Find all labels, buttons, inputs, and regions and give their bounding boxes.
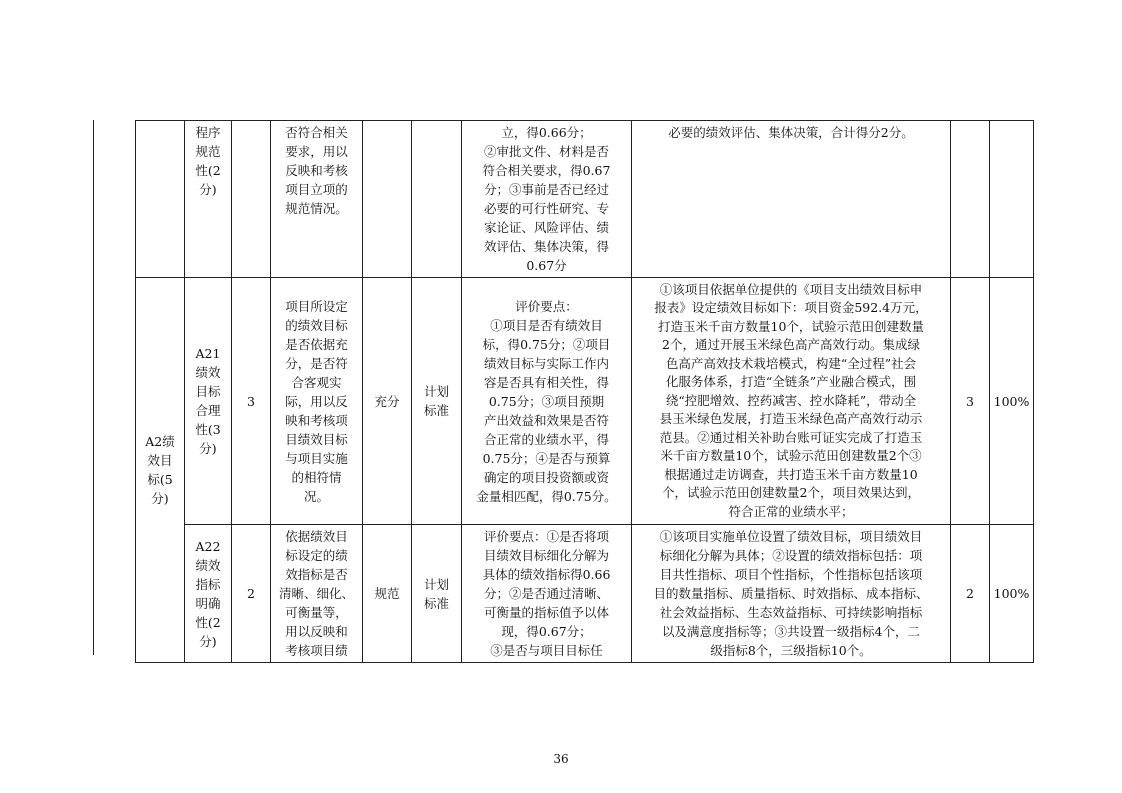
criteria-cell: 规范 (363, 525, 412, 663)
score-cell: 3 (951, 278, 990, 525)
basis-cell (412, 121, 462, 278)
indicator-cell: A21 绩效 目标 合理 性(3 分) (185, 278, 232, 525)
page-number: 36 (553, 752, 569, 766)
weight-cell (232, 121, 271, 278)
score-cell (951, 121, 990, 278)
table-row (136, 525, 1034, 663)
weight-cell: 3 (232, 278, 271, 525)
criteria-cell (363, 121, 412, 278)
content-cell: 项目所设定 的绩效目标 是否依据充 分，是否符 合客观实 际，用以反 映和考核项 目绩效目标 与项目实施 的相符情 况。 (271, 278, 363, 525)
table-row (136, 121, 1034, 278)
evaluation-cell: 必要的绩效评估、集体决策，合计得分2分。 (632, 121, 951, 278)
basis-cell: 计划 标准 (412, 525, 462, 663)
indicator-cell: A22 绩效 指标 明确 性(2 分) (185, 525, 232, 663)
points-cell: 立，得0.66分； ②审批文件、材料是否 符合相关要求，得0.67 分；③事前是否已经过 必要的可行性研究、专 家论证、风险评估、绩 效评估、集体决策，得 0.67分 (462, 121, 632, 278)
content-cell: 依据绩效目 标设定的绩 效指标是否 清晰、细化、 可衡量等， 用以反映和 考核项目绩 (271, 525, 363, 663)
rate-cell: 100% (990, 278, 1034, 525)
weight-cell: 2 (232, 525, 271, 663)
indicator-cell: 程序 规范 性(2 分) (185, 121, 232, 278)
rate-cell (990, 121, 1034, 278)
content-cell: 否符合相关 要求，用以 反映和考核 项目立项的 规范情况。 (271, 121, 363, 278)
basis-cell: 计划 标准 (412, 278, 462, 525)
evaluation-cell: ①该项目实施单位设置了绩效目标，项目绩效目 标细化分解为具体；②设置的绩效指标包括：项 目共性指标、项目个性指标，个性指标包括该项 目的数量指标、质量指标、时效指标、成本指标、 社会效益指标、生态效益指标、可持续影响指标 以及满意度指标等；③共设置一级指标4个，二 级指标8个，三级指标10个。 (632, 525, 951, 663)
rate-cell: 100% (990, 525, 1034, 663)
table-row (136, 278, 1034, 525)
points-cell: 评价要点：①是否将项 目绩效目标细化分解为 具体的绩效指标得0.66 分；②是否通过清晰、 可衡量的指标值予以体 现，得0.67分； ③是否与项目目标任 (462, 525, 632, 663)
score-cell: 2 (951, 525, 990, 663)
evaluation-table (135, 120, 1034, 663)
margin-line (93, 120, 94, 655)
points-cell: 评价要点： ①项目是否有绩效目 标，得0.75分；②项目 绩效目标与实际工作内 容是否具有相关性，得 0.75分；③项目预期 产出效益和效果是否符 合正常的业绩水平，得 0.75分；④是否与预算 确定的项目投资额或资 金量相匹配，得0.75分。 (462, 278, 632, 525)
evaluation-cell: ①该项目依据单位提供的《项目支出绩效目标申 报表》设定绩效目标如下：项目资金592.4万元， 打造玉米千亩方数量10个，试验示范田创建数量 2个，通过开展玉米绿色高产高效行动。集成绿 色高产高效技术栽培模式，构建“全过程”社会 化服务体系，打造“全链条”产业融合模式，围 绕“控肥增效、控药减害、控水降耗”，带动全 县玉米绿色发展，打造玉米绿色高产高效行动示 范县。②通过相关补助台账可证实完成了打造玉 米千亩方数量10个，试验示范田创建数量2个③ 根据通过走访调查，共打造玉米千亩方数量10 个，试验示范田创建数量2个，项目效果达到， 符合正常的业绩水平； (632, 278, 951, 525)
criteria-cell: 充分 (363, 278, 412, 525)
group-cell (136, 121, 185, 278)
group-cell: A2绩 效目 标(5 分) (136, 278, 185, 663)
